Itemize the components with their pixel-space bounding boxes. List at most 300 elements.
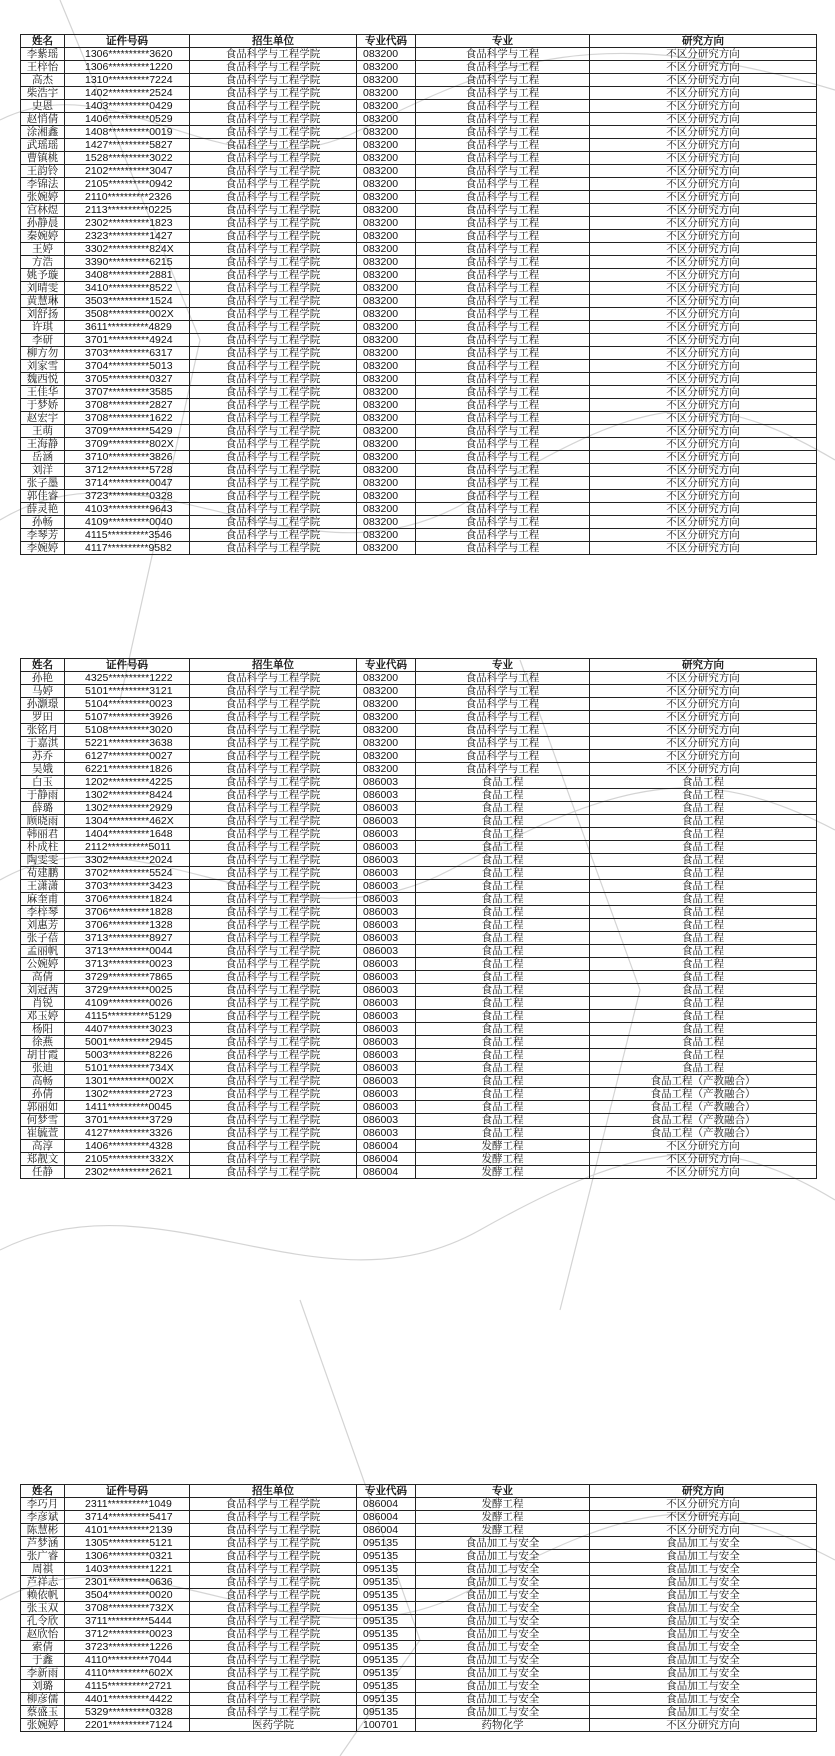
table-body [21, 672, 817, 1179]
cell-major: 食品科学与工程 [416, 529, 590, 542]
table-row [21, 984, 817, 997]
cell-major: 发酵工程 [416, 1153, 590, 1166]
table-row [21, 1049, 817, 1062]
cell-name: 蔡盛玉 [21, 1706, 65, 1719]
table-row [21, 737, 817, 750]
cell-unit: 食品科学与工程学院 [190, 867, 357, 880]
cell-id-number: 3708**********1622 [65, 412, 190, 425]
cell-major-code: 083200 [357, 295, 416, 308]
table-row [21, 1550, 817, 1563]
header-direction: 研究方向 [590, 35, 817, 48]
cell-unit: 食品科学与工程学院 [190, 997, 357, 1010]
cell-name: 黄慧琳 [21, 295, 65, 308]
cell-direction: 不区分研究方向 [590, 61, 817, 74]
cell-major: 食品科学与工程 [416, 464, 590, 477]
cell-unit: 食品科学与工程学院 [190, 100, 357, 113]
header-major: 专业 [416, 1485, 590, 1498]
table-row [21, 711, 817, 724]
cell-name: 何梦雪 [21, 1114, 65, 1127]
cell-id-number: 3701**********3729 [65, 1114, 190, 1127]
header-code: 专业代码 [357, 35, 416, 48]
table-row [21, 997, 817, 1010]
cell-major-code: 095135 [357, 1706, 416, 1719]
cell-unit: 食品科学与工程学院 [190, 919, 357, 932]
table-row [21, 438, 817, 451]
cell-major: 食品工程 [416, 1127, 590, 1140]
cell-major-code: 095135 [357, 1667, 416, 1680]
cell-id-number: 3706**********1328 [65, 919, 190, 932]
table-row [21, 74, 817, 87]
cell-major-code: 086003 [357, 1127, 416, 1140]
cell-id-number: 3711**********5444 [65, 1615, 190, 1628]
cell-major: 食品工程 [416, 854, 590, 867]
table-row [21, 932, 817, 945]
cell-direction: 不区分研究方向 [590, 217, 817, 230]
cell-major-code: 086003 [357, 789, 416, 802]
cell-id-number: 2323**********1427 [65, 230, 190, 243]
cell-unit: 食品科学与工程学院 [190, 529, 357, 542]
cell-major: 食品工程 [416, 893, 590, 906]
cell-major-code: 083200 [357, 698, 416, 711]
cell-major: 食品科学与工程 [416, 126, 590, 139]
cell-unit: 食品科学与工程学院 [190, 1693, 357, 1706]
cell-major-code: 083200 [357, 165, 416, 178]
cell-id-number: 2302**********1823 [65, 217, 190, 230]
cell-unit: 食品科学与工程学院 [190, 1654, 357, 1667]
cell-direction: 不区分研究方向 [590, 373, 817, 386]
cell-direction: 食品加工与安全 [590, 1615, 817, 1628]
cell-major-code: 086003 [357, 1062, 416, 1075]
cell-major: 食品工程 [416, 1049, 590, 1062]
cell-unit: 食品科学与工程学院 [190, 165, 357, 178]
cell-unit: 食品科学与工程学院 [190, 685, 357, 698]
cell-direction: 食品工程 [590, 932, 817, 945]
cell-unit: 食品科学与工程学院 [190, 282, 357, 295]
cell-major: 食品科学与工程 [416, 87, 590, 100]
cell-name: 李巧月 [21, 1498, 65, 1511]
cell-major-code: 083200 [357, 724, 416, 737]
cell-id-number: 2201**********7124 [65, 1719, 190, 1732]
cell-direction: 食品工程 [590, 802, 817, 815]
cell-direction: 不区分研究方向 [590, 48, 817, 61]
admission-table-2 [20, 658, 817, 1179]
cell-unit: 食品科学与工程学院 [190, 295, 357, 308]
cell-id-number: 4115**********5129 [65, 1010, 190, 1023]
table-row [21, 1628, 817, 1641]
cell-direction: 不区分研究方向 [590, 1153, 817, 1166]
table-row [21, 945, 817, 958]
cell-name: 柳方勿 [21, 347, 65, 360]
cell-id-number: 3709**********5429 [65, 425, 190, 438]
cell-id-number: 3713**********8927 [65, 932, 190, 945]
cell-major-code: 100701 [357, 1719, 416, 1732]
cell-direction: 不区分研究方向 [590, 451, 817, 464]
cell-major: 食品加工与安全 [416, 1537, 590, 1550]
table-row [21, 516, 817, 529]
cell-id-number: 3708**********732X [65, 1602, 190, 1615]
cell-name: 于嘉淇 [21, 737, 65, 750]
table-row [21, 789, 817, 802]
table-row [21, 958, 817, 971]
cell-major-code: 086003 [357, 906, 416, 919]
cell-direction: 食品工程 [590, 828, 817, 841]
cell-name: 张玉双 [21, 1602, 65, 1615]
cell-major-code: 083200 [357, 425, 416, 438]
cell-major-code: 083200 [357, 347, 416, 360]
cell-id-number: 1305**********5121 [65, 1537, 190, 1550]
page-1 [20, 34, 816, 555]
cell-unit: 食品科学与工程学院 [190, 971, 357, 984]
cell-major-code: 083200 [357, 74, 416, 87]
cell-name: 马婷 [21, 685, 65, 698]
table-row [21, 217, 817, 230]
cell-name: 周祺 [21, 1563, 65, 1576]
cell-major: 食品科学与工程 [416, 217, 590, 230]
cell-major: 食品科学与工程 [416, 724, 590, 737]
cell-major-code: 083200 [357, 87, 416, 100]
table-row [21, 880, 817, 893]
cell-major-code: 083200 [357, 477, 416, 490]
table-row [21, 204, 817, 217]
table-row [21, 165, 817, 178]
cell-id-number: 1406**********0529 [65, 113, 190, 126]
cell-unit: 食品科学与工程学院 [190, 1062, 357, 1075]
cell-major-code: 083200 [357, 750, 416, 763]
cell-name: 白玉 [21, 776, 65, 789]
cell-direction: 不区分研究方向 [590, 425, 817, 438]
cell-name: 许琪 [21, 321, 65, 334]
cell-unit: 食品科学与工程学院 [190, 48, 357, 61]
cell-name: 麻奎甫 [21, 893, 65, 906]
cell-unit: 食品科学与工程学院 [190, 1615, 357, 1628]
cell-unit: 食品科学与工程学院 [190, 1166, 357, 1179]
table-row [21, 1576, 817, 1589]
cell-name: 李新雨 [21, 1667, 65, 1680]
cell-name: 赵宏宇 [21, 412, 65, 425]
cell-major-code: 095135 [357, 1615, 416, 1628]
cell-major-code: 095135 [357, 1693, 416, 1706]
cell-name: 高倩 [21, 971, 65, 984]
cell-id-number: 4103**********9643 [65, 503, 190, 516]
cell-major-code: 086003 [357, 854, 416, 867]
cell-name: 刘惠芳 [21, 919, 65, 932]
cell-major: 食品科学与工程 [416, 399, 590, 412]
cell-name: 李紫瑶 [21, 48, 65, 61]
header-unit: 招生单位 [190, 1485, 357, 1498]
cell-unit: 食品科学与工程学院 [190, 906, 357, 919]
cell-id-number: 1301**********002X [65, 1075, 190, 1088]
cell-id-number: 3703**********6317 [65, 347, 190, 360]
cell-major: 食品工程 [416, 997, 590, 1010]
cell-id-number: 3723**********0328 [65, 490, 190, 503]
cell-direction: 食品工程（产教融合） [590, 1075, 817, 1088]
cell-unit: 食品科学与工程学院 [190, 958, 357, 971]
cell-direction: 食品工程（产教融合） [590, 1101, 817, 1114]
header-code: 专业代码 [357, 659, 416, 672]
cell-major: 食品加工与安全 [416, 1693, 590, 1706]
cell-id-number: 1302**********8424 [65, 789, 190, 802]
cell-major: 食品科学与工程 [416, 542, 590, 555]
cell-major-code: 083200 [357, 269, 416, 282]
cell-name: 柴浩宇 [21, 87, 65, 100]
cell-direction: 不区分研究方向 [590, 152, 817, 165]
cell-unit: 食品科学与工程学院 [190, 126, 357, 139]
cell-id-number: 4325**********1222 [65, 672, 190, 685]
table-row [21, 776, 817, 789]
cell-major-code: 086003 [357, 1114, 416, 1127]
cell-unit: 食品科学与工程学院 [190, 698, 357, 711]
cell-name: 孔令欣 [21, 1615, 65, 1628]
header-name: 姓名 [21, 659, 65, 672]
table-row [21, 971, 817, 984]
cell-unit: 食品科学与工程学院 [190, 477, 357, 490]
cell-major-code: 086003 [357, 828, 416, 841]
cell-id-number: 5104**********0023 [65, 698, 190, 711]
table-row [21, 1589, 817, 1602]
table-row [21, 1511, 817, 1524]
cell-unit: 食品科学与工程学院 [190, 815, 357, 828]
cell-direction: 不区分研究方向 [590, 191, 817, 204]
cell-direction: 食品工程 [590, 841, 817, 854]
cell-major: 食品工程 [416, 1088, 590, 1101]
cell-id-number: 2102**********3047 [65, 165, 190, 178]
cell-direction: 不区分研究方向 [590, 334, 817, 347]
cell-name: 岳涵 [21, 451, 65, 464]
cell-major: 食品科学与工程 [416, 360, 590, 373]
cell-major-code: 083200 [357, 386, 416, 399]
cell-direction: 食品工程 [590, 880, 817, 893]
cell-id-number: 1406**********4328 [65, 1140, 190, 1153]
cell-major-code: 083200 [357, 217, 416, 230]
cell-direction: 不区分研究方向 [590, 347, 817, 360]
header-direction: 研究方向 [590, 659, 817, 672]
header-direction: 研究方向 [590, 1485, 817, 1498]
cell-unit: 食品科学与工程学院 [190, 672, 357, 685]
table-body [21, 48, 817, 555]
cell-major: 食品工程 [416, 1101, 590, 1114]
cell-unit: 食品科学与工程学院 [190, 1524, 357, 1537]
cell-major: 食品工程 [416, 958, 590, 971]
cell-direction: 食品工程 [590, 776, 817, 789]
cell-unit: 食品科学与工程学院 [190, 828, 357, 841]
cell-direction: 食品加工与安全 [590, 1680, 817, 1693]
cell-name: 柳彦儒 [21, 1693, 65, 1706]
cell-major: 食品科学与工程 [416, 672, 590, 685]
table-row [21, 1101, 817, 1114]
cell-unit: 食品科学与工程学院 [190, 399, 357, 412]
table-row [21, 672, 817, 685]
cell-major: 食品科学与工程 [416, 48, 590, 61]
cell-major: 食品科学与工程 [416, 113, 590, 126]
cell-direction: 食品加工与安全 [590, 1706, 817, 1719]
admission-table-3 [20, 1484, 817, 1732]
cell-major: 食品科学与工程 [416, 516, 590, 529]
cell-id-number: 6127**********0027 [65, 750, 190, 763]
cell-name: 刘家雪 [21, 360, 65, 373]
cell-direction: 不区分研究方向 [590, 516, 817, 529]
cell-unit: 食品科学与工程学院 [190, 204, 357, 217]
table-row [21, 477, 817, 490]
cell-direction: 食品工程（产教融合） [590, 1114, 817, 1127]
cell-id-number: 3712**********5728 [65, 464, 190, 477]
table-header-row [21, 659, 817, 672]
cell-name: 荀建鹏 [21, 867, 65, 880]
cell-major-code: 095135 [357, 1641, 416, 1654]
cell-id-number: 3713**********0023 [65, 958, 190, 971]
cell-major: 食品科学与工程 [416, 685, 590, 698]
cell-id-number: 3706**********1828 [65, 906, 190, 919]
cell-name: 韩丽君 [21, 828, 65, 841]
cell-unit: 食品科学与工程学院 [190, 191, 357, 204]
cell-unit: 食品科学与工程学院 [190, 1576, 357, 1589]
cell-direction: 不区分研究方向 [590, 139, 817, 152]
table-row [21, 490, 817, 503]
cell-id-number: 5108**********3020 [65, 724, 190, 737]
table-row [21, 100, 817, 113]
cell-name: 孙静晨 [21, 217, 65, 230]
cell-name: 张迪 [21, 1062, 65, 1075]
table-row [21, 1537, 817, 1550]
cell-id-number: 3302**********2024 [65, 854, 190, 867]
cell-id-number: 3504**********0020 [65, 1589, 190, 1602]
cell-unit: 食品科学与工程学院 [190, 347, 357, 360]
cell-major-code: 083200 [357, 464, 416, 477]
cell-direction: 不区分研究方向 [590, 698, 817, 711]
cell-major: 食品加工与安全 [416, 1602, 590, 1615]
table-row [21, 1615, 817, 1628]
cell-major-code: 083200 [357, 412, 416, 425]
table-row [21, 1563, 817, 1576]
cell-id-number: 4407**********3023 [65, 1023, 190, 1036]
cell-id-number: 3410**********8522 [65, 282, 190, 295]
header-name: 姓名 [21, 35, 65, 48]
cell-id-number: 3705**********0327 [65, 373, 190, 386]
cell-direction: 不区分研究方向 [590, 360, 817, 373]
cell-unit: 食品科学与工程学院 [190, 1641, 357, 1654]
table-row [21, 1062, 817, 1075]
cell-id-number: 2311**********1049 [65, 1498, 190, 1511]
cell-major-code: 086003 [357, 919, 416, 932]
cell-major: 食品工程 [416, 841, 590, 854]
cell-direction: 不区分研究方向 [590, 243, 817, 256]
table-row [21, 854, 817, 867]
cell-major-code: 083200 [357, 399, 416, 412]
cell-direction: 不区分研究方向 [590, 269, 817, 282]
cell-id-number: 4115**********2721 [65, 1680, 190, 1693]
cell-id-number: 4127**********3326 [65, 1127, 190, 1140]
cell-major-code: 095135 [357, 1537, 416, 1550]
table-row [21, 1023, 817, 1036]
cell-name: 吴娥 [21, 763, 65, 776]
cell-direction: 不区分研究方向 [590, 438, 817, 451]
cell-major: 食品加工与安全 [416, 1589, 590, 1602]
cell-direction: 食品工程 [590, 789, 817, 802]
cell-unit: 食品科学与工程学院 [190, 711, 357, 724]
cell-major: 食品工程 [416, 906, 590, 919]
table-row [21, 1602, 817, 1615]
cell-direction: 食品工程 [590, 854, 817, 867]
cell-direction: 食品工程 [590, 1023, 817, 1036]
cell-major: 食品科学与工程 [416, 438, 590, 451]
table-row [21, 1654, 817, 1667]
cell-name: 宫林煜 [21, 204, 65, 217]
cell-name: 王梓怡 [21, 61, 65, 74]
cell-direction: 食品加工与安全 [590, 1576, 817, 1589]
cell-major: 食品科学与工程 [416, 490, 590, 503]
cell-unit: 食品科学与工程学院 [190, 1010, 357, 1023]
cell-id-number: 1202**********4225 [65, 776, 190, 789]
table-row [21, 399, 817, 412]
cell-major-code: 083200 [357, 126, 416, 139]
cell-unit: 食品科学与工程学院 [190, 893, 357, 906]
table-row [21, 243, 817, 256]
cell-major-code: 086004 [357, 1166, 416, 1179]
cell-unit: 食品科学与工程学院 [190, 464, 357, 477]
cell-major: 食品科学与工程 [416, 230, 590, 243]
cell-major-code: 083200 [357, 438, 416, 451]
cell-name: 王佳华 [21, 386, 65, 399]
cell-name: 张子墨 [21, 477, 65, 490]
cell-major: 食品工程 [416, 932, 590, 945]
cell-unit: 食品科学与工程学院 [190, 61, 357, 74]
cell-major: 食品加工与安全 [416, 1667, 590, 1680]
cell-unit: 食品科学与工程学院 [190, 1088, 357, 1101]
cell-name: 王潇潇 [21, 880, 65, 893]
cell-name: 公婉婷 [21, 958, 65, 971]
cell-major: 食品工程 [416, 802, 590, 815]
cell-direction: 食品工程 [590, 1010, 817, 1023]
cell-major: 食品科学与工程 [416, 295, 590, 308]
cell-name: 郑靓文 [21, 1153, 65, 1166]
cell-major: 食品工程 [416, 1075, 590, 1088]
cell-major-code: 083200 [357, 334, 416, 347]
header-id: 证件号码 [65, 35, 190, 48]
cell-id-number: 1411**********0045 [65, 1101, 190, 1114]
cell-direction: 不区分研究方向 [590, 126, 817, 139]
cell-major-code: 083200 [357, 529, 416, 542]
cell-direction: 不区分研究方向 [590, 1498, 817, 1511]
cell-direction: 不区分研究方向 [590, 1140, 817, 1153]
cell-major-code: 086003 [357, 984, 416, 997]
cell-major: 食品科学与工程 [416, 763, 590, 776]
cell-id-number: 5329**********0328 [65, 1706, 190, 1719]
cell-unit: 食品科学与工程学院 [190, 113, 357, 126]
cell-id-number: 1403**********0429 [65, 100, 190, 113]
cell-id-number: 4115**********3546 [65, 529, 190, 542]
cell-direction: 食品加工与安全 [590, 1628, 817, 1641]
cell-direction: 不区分研究方向 [590, 1511, 817, 1524]
cell-unit: 食品科学与工程学院 [190, 425, 357, 438]
cell-direction: 食品工程 [590, 997, 817, 1010]
cell-major: 食品工程 [416, 1062, 590, 1075]
cell-direction: 不区分研究方向 [590, 529, 817, 542]
cell-major-code: 083200 [357, 490, 416, 503]
cell-unit: 食品科学与工程学院 [190, 789, 357, 802]
cell-unit: 食品科学与工程学院 [190, 1153, 357, 1166]
cell-unit: 食品科学与工程学院 [190, 1498, 357, 1511]
cell-unit: 食品科学与工程学院 [190, 178, 357, 191]
admission-table-1 [20, 34, 817, 555]
cell-id-number: 5101**********3121 [65, 685, 190, 698]
cell-unit: 食品科学与工程学院 [190, 1602, 357, 1615]
table-row [21, 1524, 817, 1537]
cell-major-code: 086003 [357, 971, 416, 984]
cell-name: 史恩 [21, 100, 65, 113]
cell-major: 食品工程 [416, 945, 590, 958]
table-row [21, 763, 817, 776]
cell-major-code: 083200 [357, 152, 416, 165]
cell-unit: 医药学院 [190, 1719, 357, 1732]
